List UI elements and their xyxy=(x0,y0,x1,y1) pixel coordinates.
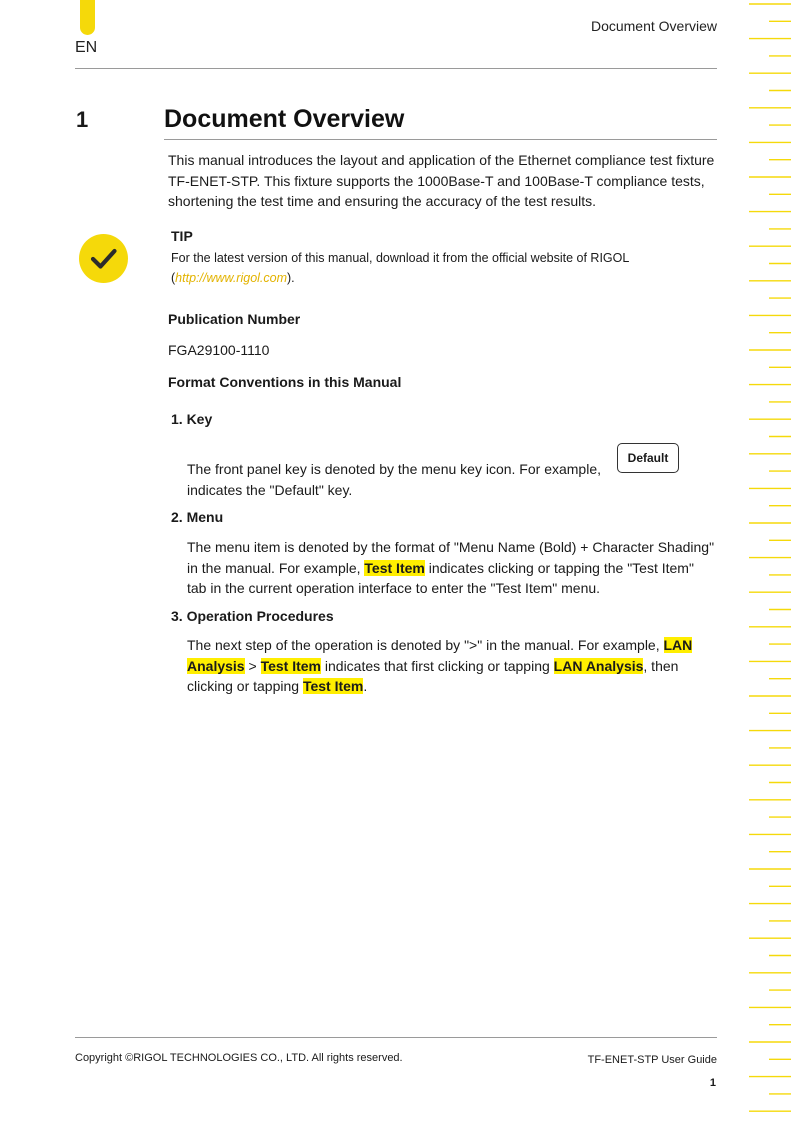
edge-tick-ruler xyxy=(745,0,793,1122)
proc-text-middle: indicates that first clicking or tapping xyxy=(324,657,550,674)
proc-highlight-lan-analysis: LAN Analysis xyxy=(187,637,693,674)
tip-text-after: ). xyxy=(287,270,295,285)
copyright-notice: Copyright ©RIGOL TECHNOLOGIES CO., LTD. All rights reserved. xyxy=(75,1052,403,1064)
footer-divider xyxy=(75,1037,717,1038)
menu-text-before: The menu item is denoted by the format of "Menu Name (Bold) + Character Shading" in the manual. For example, xyxy=(187,539,715,576)
convention-menu-heading: 2. Menu xyxy=(171,509,224,525)
chapter-number: 1 xyxy=(76,107,89,132)
section-tab-marker xyxy=(80,0,95,35)
proc-text-end: . xyxy=(363,678,368,694)
key-text-after: indicates the "Default" key. xyxy=(187,481,353,498)
publication-number: FGA29100-1110 xyxy=(168,342,270,358)
convention-key-text xyxy=(187,459,717,500)
tip-text-before: For the latest version of this manual, download it from the official website of RIGOL ( xyxy=(171,251,629,285)
proc-text-before: The next step of the operation is denoted by ">" in the manual. For example, xyxy=(187,637,660,653)
proc-separator: > xyxy=(248,657,257,674)
tip-text xyxy=(171,249,711,288)
format-conventions-heading: Format Conventions in this Manual xyxy=(168,374,402,390)
running-header-title: Document Overview xyxy=(590,18,717,34)
chapter-divider xyxy=(164,139,717,140)
convention-menu-text xyxy=(187,537,717,599)
footer-guide-title: TF-ENET-STP User Guide xyxy=(587,1054,717,1066)
language-label: EN xyxy=(75,39,98,56)
convention-procedures-heading: 3. Operation Procedures xyxy=(171,608,334,624)
proc-highlight-test-item-2: Test Item xyxy=(302,678,364,694)
intro-paragraph: This manual introduces the layout and application of the Ethernet compliance test fixture TF-ENET-STP. This fixture supports the 1000Base-T and 100Base-T compliance tests, shortening the test time and ensuring the accuracy of the test results. xyxy=(168,152,715,209)
proc-text-middle-2: , then clicking or tapping xyxy=(187,657,679,694)
key-text-before: The front panel key is denoted by the menu key icon. For example, xyxy=(187,461,602,477)
check-icon xyxy=(79,234,128,283)
tip-label: TIP xyxy=(171,228,193,244)
proc-highlight-test-item: Test Item xyxy=(260,657,321,674)
header-divider xyxy=(75,68,717,69)
menu-text-after: indicates clicking or tapping the "Test Item" tab in the current operation interface to enter the "Test Item" menu. xyxy=(187,559,694,596)
chapter-title: Document Overview xyxy=(164,105,405,133)
page-number: 1 xyxy=(709,1077,716,1089)
default-key-icon: Default xyxy=(617,443,679,473)
proc-highlight-lan-analysis-2: LAN Analysis xyxy=(553,657,644,674)
rigol-website-link[interactable]: http://www.rigol.com xyxy=(175,270,288,285)
publication-number-label: Publication Number xyxy=(168,311,301,327)
convention-key-heading: 1. Key xyxy=(171,411,213,427)
convention-procedures-text xyxy=(187,635,717,697)
menu-highlight-test-item: Test Item xyxy=(364,559,425,576)
